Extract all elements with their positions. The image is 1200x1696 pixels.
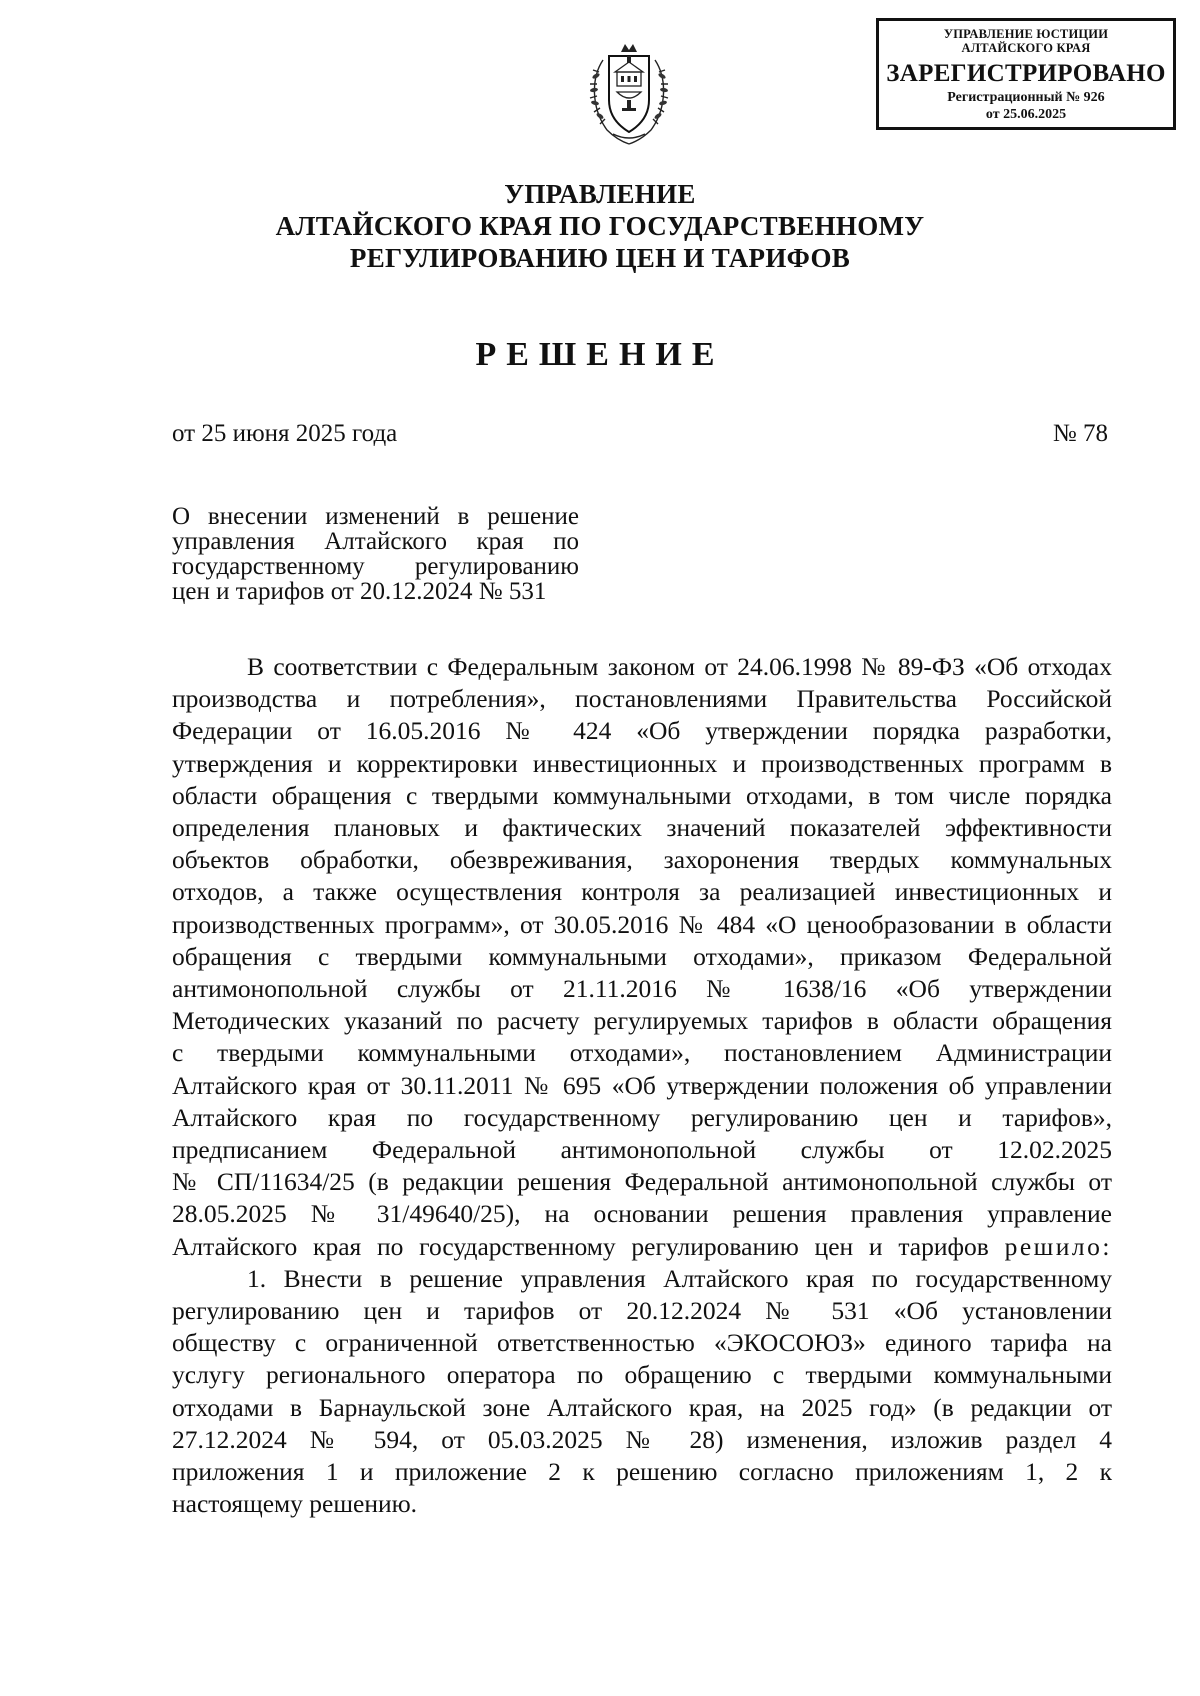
subject-line: цен и тарифов от 20.12.2024 № 531 bbox=[172, 578, 547, 605]
body-line: производства и потребления», постановлениями Правительства Российской bbox=[172, 684, 1112, 714]
heading-line2: АЛТАЙСКОГО КРАЯ ПО ГОСУДАРСТВЕННОМУ bbox=[275, 211, 925, 241]
body-line: В соответствии с Федеральным законом от 24.06.1998 № 89-ФЗ «Об отходах bbox=[247, 652, 1112, 681]
clause-line: обществу с ограниченной ответственностью «ЭКОСОЮЗ» единого тарифа на bbox=[172, 1328, 1112, 1358]
body-line: 28.05.2025 № 31/49640/25), на основании решения правления управление bbox=[172, 1199, 1112, 1229]
stamp-reg-number: Регистрационный № 926 bbox=[947, 90, 1105, 105]
body-line: Алтайского края по государственному регулированию цен и тарифов», bbox=[172, 1102, 1112, 1132]
decided-word: решило: bbox=[1004, 1231, 1112, 1261]
clause-line: услугу регионального оператора по обращению с твердыми коммунальными bbox=[172, 1360, 1112, 1390]
body-line: объектов обработки, обезвреживания, захоронения твердых коммунальных bbox=[172, 845, 1112, 875]
body-line: обращения с твердыми коммунальными отходами», приказом Федеральной bbox=[172, 941, 1112, 971]
document-type: РЕШЕНИЕ bbox=[475, 336, 725, 373]
stamp-org-line1: УПРАВЛЕНИЕ ЮСТИЦИИ bbox=[943, 27, 1109, 41]
document-body bbox=[172, 651, 1112, 1520]
document-number: № 78 bbox=[1052, 420, 1108, 447]
body-line-final bbox=[172, 1231, 1112, 1263]
body-line: производственных программ», от 30.05.2016 № 484 «О ценообразовании в области bbox=[172, 909, 1112, 939]
clause-line: 27.12.2024 № 594, от 05.03.2025 № 28) изменения, изложив раздел 4 bbox=[172, 1424, 1112, 1454]
clause-line: настоящему решению. bbox=[172, 1489, 418, 1519]
body-line: № СП/11634/25 (в редакции решения Федеральной антимонопольной службы от bbox=[172, 1167, 1112, 1197]
body-line: утверждения и корректировки инвестиционных и производственных программ в bbox=[172, 748, 1112, 778]
clause-line: регулированию цен и тарифов от 20.12.2024 № 531 «Об установлении bbox=[172, 1296, 1112, 1326]
clause-line: отходами в Барнаульской зоне Алтайского края, на 2025 год» (в редакции от bbox=[172, 1392, 1112, 1422]
heading-line3: РЕГУЛИРОВАНИЮ ЦЕН И ТАРИФОВ bbox=[349, 243, 851, 273]
stamp-reg-date: от 25.06.2025 bbox=[985, 107, 1067, 122]
subject-line: О внесении изменений в решение bbox=[172, 503, 579, 530]
body-line: области обращения с твердыми коммунальными отходами, в том числе порядка bbox=[172, 780, 1112, 810]
heading-line1: УПРАВЛЕНИЕ bbox=[504, 179, 696, 209]
stamp-status: ЗАРЕГИСТРИРОВАНО bbox=[886, 60, 1166, 87]
body-line: антимонопольной службы от 21.11.2016 № 1638/16 «Об утверждении bbox=[172, 974, 1112, 1004]
body-line: Федерации от 16.05.2016 № 424 «Об утверждении порядка разработки, bbox=[172, 716, 1112, 746]
stamp-org-line2: АЛТАЙСКОГО КРАЯ bbox=[961, 41, 1091, 55]
body-line-text: Алтайского края по государственному регулированию цен и тарифов bbox=[172, 1231, 1005, 1261]
document-date: от 25 июня 2025 года bbox=[172, 420, 398, 447]
body-line: определения плановых и фактических значений показателей эффективности bbox=[172, 813, 1112, 843]
clause-line: 1. Внести в решение управления Алтайского края по государственному bbox=[247, 1263, 1112, 1293]
body-line: Алтайского края от 30.11.2011 № 695 «Об утверждении положения об управлении bbox=[172, 1070, 1112, 1100]
body-line: отходов, а также осуществления контроля за реализацией инвестиционных и bbox=[172, 877, 1112, 907]
coat-of-arms-icon bbox=[585, 38, 673, 146]
body-line: Методических указаний по расчету регулируемых тарифов в области обращения bbox=[172, 1006, 1112, 1036]
body-line: предписанием Федеральной антимонопольной службы от 12.02.2025 bbox=[172, 1135, 1112, 1165]
document-subject bbox=[172, 504, 579, 604]
organization-heading bbox=[0, 178, 1200, 274]
subject-line: управления Алтайского края по bbox=[172, 528, 579, 555]
clause-line: приложения 1 и приложение 2 к решению согласно приложениям 1, 2 к bbox=[172, 1457, 1112, 1487]
registration-stamp bbox=[876, 18, 1176, 130]
body-line: с твердыми коммунальными отходами», постановлением Администрации bbox=[172, 1038, 1112, 1068]
subject-line: государственному регулированию bbox=[172, 553, 579, 580]
